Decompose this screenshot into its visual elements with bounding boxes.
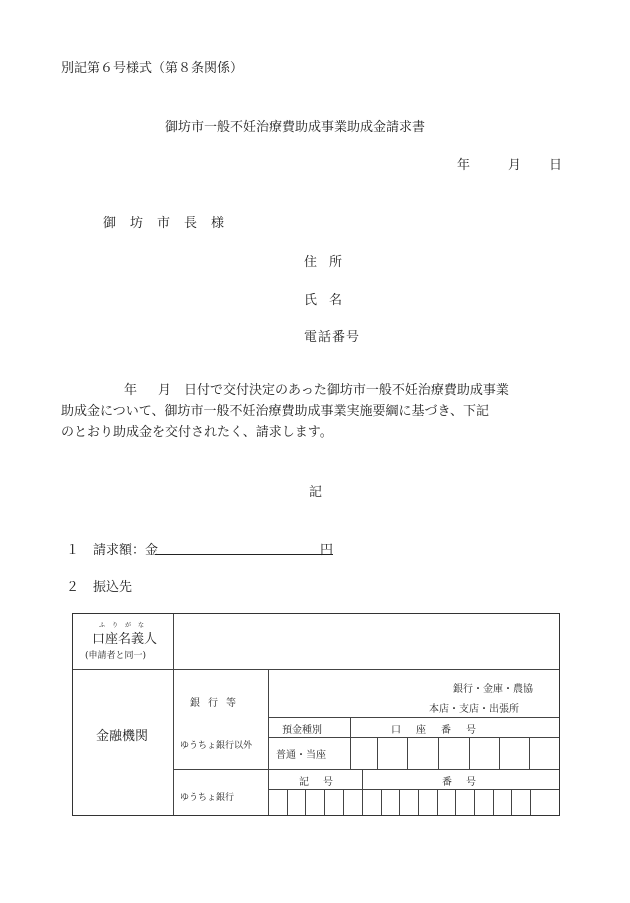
digit-box-line: [529, 737, 530, 769]
grid-line: [268, 737, 559, 738]
grid-line: [268, 669, 269, 815]
account-number-label: 口座番号: [391, 725, 491, 736]
item-1-unit: 円: [320, 543, 334, 558]
yucho-label: ゆうちょ銀行: [180, 793, 235, 803]
grid-line: [268, 789, 559, 790]
item-2-label: 振込先: [93, 580, 133, 595]
form-number: 別記第６号様式（第８条関係）: [61, 61, 244, 76]
symbol-box-line: [324, 789, 325, 815]
digit-box-line: [469, 737, 470, 769]
symbol-label: 記号: [299, 777, 347, 788]
account-holder-ruby: ふりがな: [99, 622, 152, 629]
number-box-line: [455, 789, 456, 815]
grid-line: [350, 717, 351, 769]
bank-note: ゆうちょ銀行以外: [180, 741, 253, 751]
number-box-line: [418, 789, 419, 815]
date-month-label: 月: [508, 158, 522, 173]
phone-label: 電話番号: [304, 330, 361, 345]
table-row-divider: [73, 669, 559, 670]
grid-line: [268, 717, 559, 718]
date-day-label: 日: [549, 158, 563, 173]
number-box-line: [399, 789, 400, 815]
deposit-type-value: 普通・当座: [276, 750, 326, 761]
addressee: 御坊市長様: [103, 216, 239, 231]
body-line-2: 助成金について、御坊市一般不妊治療費助成事業実施要綱に基づき、下記: [61, 404, 489, 419]
symbol-box-line: [305, 789, 306, 815]
address-label: 住所: [304, 255, 355, 270]
account-holder-note: (申請者と同一): [85, 651, 147, 661]
number-box-line: [511, 789, 512, 815]
body-line-3: のとおり助成金を交付されたく、請求します。: [61, 425, 333, 440]
number-box-line: [530, 789, 531, 815]
digit-box-line: [407, 737, 408, 769]
number-box-line: [437, 789, 438, 815]
item-2-number: ２: [66, 580, 80, 595]
ki-heading: 記: [309, 485, 323, 500]
body-line-1: 日付で交付決定のあった御坊市一般不妊治療費助成事業: [184, 383, 509, 398]
body-year: 年: [124, 383, 138, 398]
digit-box-line: [438, 737, 439, 769]
digit-box-line: [499, 737, 500, 769]
transfer-table: [72, 613, 560, 816]
account-holder-label: 口座名義人: [92, 632, 158, 647]
symbol-box-line: [287, 789, 288, 815]
digit-box-line: [377, 737, 378, 769]
item-1-label: 請求額：金: [93, 543, 159, 558]
symbol-box-line: [343, 789, 344, 815]
number-label: 番号: [442, 777, 490, 788]
financial-institution-label: 金融機関: [96, 729, 149, 744]
grid-line: [362, 769, 363, 815]
amount-underline: [155, 554, 333, 555]
item-1-number: １: [66, 543, 80, 558]
bank-label: 銀行等: [190, 698, 244, 709]
deposit-type-label: 預金種別: [282, 725, 322, 736]
number-box-line: [474, 789, 475, 815]
body-month: 月: [158, 383, 172, 398]
table-col-divider: [173, 614, 174, 815]
document-title: 御坊市一般不妊治療費助成事業助成金請求書: [165, 120, 426, 135]
grid-line: [173, 769, 559, 770]
bank-types: 銀行・金庫・農協: [453, 684, 533, 695]
name-label: 氏名: [304, 293, 355, 308]
branch-types: 本店・支店・出張所: [429, 704, 519, 715]
date-year-label: 年: [457, 158, 471, 173]
number-box-line: [381, 789, 382, 815]
number-box-line: [493, 789, 494, 815]
